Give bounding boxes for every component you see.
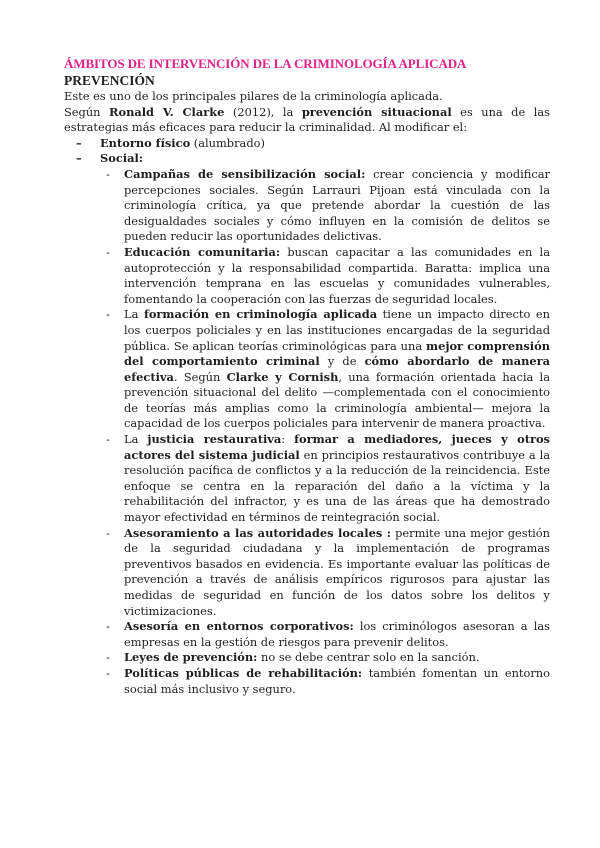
dash-bullet: - <box>106 665 110 680</box>
intro-paragraph: Este es uno de los principales pilares de la criminología aplicada. <box>64 89 443 103</box>
document-body <box>64 56 550 697</box>
sublist-item-asesoramiento: - Asesoramiento a las autoridades locales : permite una mejor gestión de la seguridad ciudadana y la implementación de programas preventivos basados en evidencia. Es importante evaluar las políticas de prevención a través de análisis empíricos rigurosos para ajustar las medidas de seguridad en función de los datos sobre los delitos y victimizaciones. <box>106 525 550 618</box>
social-sublist <box>100 167 550 697</box>
dash-bullet: - <box>106 525 110 540</box>
dash-bullet: – <box>76 135 82 150</box>
dash-bullet: - <box>106 244 110 259</box>
dash-bullet: - <box>106 650 110 665</box>
dash-bullet: – <box>76 151 82 166</box>
sublist-item-justicia: - La justicia restaurativa: formar a mediadores, jueces y otros actores del sistema judicial en principios restaurativos contribuye a la resolución pacífica de conflictos y a la reducción de la reincidencia. Este enfoque se centra en la reparación del daño a la víctima y la rehabilitación del infractor, y es una de las áreas que ha demostrado mayor efectividad en términos de reintegración social. <box>106 432 550 525</box>
dash-bullet: - <box>106 619 110 634</box>
dash-bullet: - <box>106 166 110 181</box>
section-title: ÁMBITOS DE INTERVENCIÓN DE LA CRIMINOLOGÍA APLICADA <box>64 56 467 71</box>
dash-bullet: - <box>106 432 110 447</box>
list-item-social: – Social: - Campañas de sensibilización social: crear conciencia y modificar percepciones sociales. Según Larrauri Pijoan está vinculada con la criminología crítica, ya que pretende abordar la cuestión de las desigualdades sociales y cómo influyen en la comisión de delitos se pueden reducir las oportunidades delictivas. - Educación comunitaria: buscan capacitar a las comunidades en la autoprotección y la responsabilidad compartida. Baratta: implica una intervención temprana en las escuelas y comunidades vulnerables, fomentando la cooperación con las fuerzas de seguridad locales. - La formación en criminología aplicada tiene un impacto directo en los cuerpos policiales y en las instituciones encargadas de la seguridad pública. Se aplican teorías criminológicas para una mejor comprensión del comportamiento criminal y de cómo abordarlo de manera efectiva. Según Clarke y Cornish, una formación orientada hacia la prevención situacional del delito —complementada con el conocimiento de teorías más amplias como la criminología ambiental— mejora la capacidad de los cuerpos policiales para intervenir de manera proactiva. - La justicia restaurativa: formar a mediadores, jueces y otros actores del sistema judicial en principios restaurativos contribuye a la resolución pacífica de conflictos y a la reducción de la reincidencia. Este enfoque se centra en la reparación del daño a la víctima y la rehabilitación del infractor, y es una de las áreas que ha demostrado mayor efectividad en términos de reintegración social. - Asesoramiento a las autoridades locales : permite una mejor gestión de la seguridad ciudadana y la implementación de programas preventivos basados en evidencia. Es importante evaluar las políticas de prevención a través de análisis empíricos rigurosos para ajustar las medidas de seguridad en función de los datos sobre los delitos y victimizaciones. - Asesoría en entornos corporativos: los criminólogos asesoran a las empresas en la gestión de riesgos para prevenir delitos. - Leyes de prevención: no se debe centrar solo en la sanción. - Políticas públicas de rehabilitación: también fomentan un entorno social más inclusivo y seguro. <box>76 151 551 696</box>
clarke-paragraph: Según Ronald V. Clarke (2012), la prevención situacional es una de las estrategias más eficaces para reducir la criminalidad. Al modificar el: <box>64 104 550 135</box>
sublist-item-formacion: - La formación en criminología aplicada tiene un impacto directo en los cuerpos policiales y en las instituciones encargadas de la seguridad pública. Se aplican teorías criminológicas para una mejor comprensión del comportamiento criminal y de cómo abordarlo de manera efectiva. Según Clarke y Cornish, una formación orientada hacia la prevención situacional del delito —complementada con el conocimiento de teorías más amplias como la criminología ambiental— mejora la capacidad de los cuerpos policiales para intervenir de manera proactiva. <box>106 307 551 431</box>
sublist-item-asesoria: - Asesoría en entornos corporativos: los criminólogos asesoran a las empresas en la gestión de riesgos para prevenir delitos. <box>106 619 550 649</box>
sublist-item-politicas: - Políticas públicas de rehabilitación: también fomentan un entorno social más inclusivo y seguro. <box>106 665 550 696</box>
main-list <box>64 136 550 697</box>
list-item-entorno-fisico: – Entorno físico (alumbrado) <box>76 135 265 150</box>
sublist-item-leyes: - Leyes de prevención: no se debe centrar solo en la sanción. <box>106 650 480 665</box>
dash-bullet: - <box>106 307 110 322</box>
subsection-title: PREVENCIÓN <box>64 73 155 88</box>
sublist-item-educacion: - Educación comunitaria: buscan capacitar a las comunidades en la autoprotección y la responsabilidad compartida. Baratta: implica una intervención temprana en las escuelas y comunidades vulnerables, fomentando la cooperación con las fuerzas de seguridad locales. <box>106 244 550 306</box>
sublist-item-campanas: - Campañas de sensibilización social: crear conciencia y modificar percepciones sociales. Según Larrauri Pijoan está vinculada con la criminología crítica, ya que pretende abordar la cuestión de las desigualdades sociales y cómo influyen en la comisión de delitos se pueden reducir las oportunidades delictivas. <box>106 166 550 244</box>
